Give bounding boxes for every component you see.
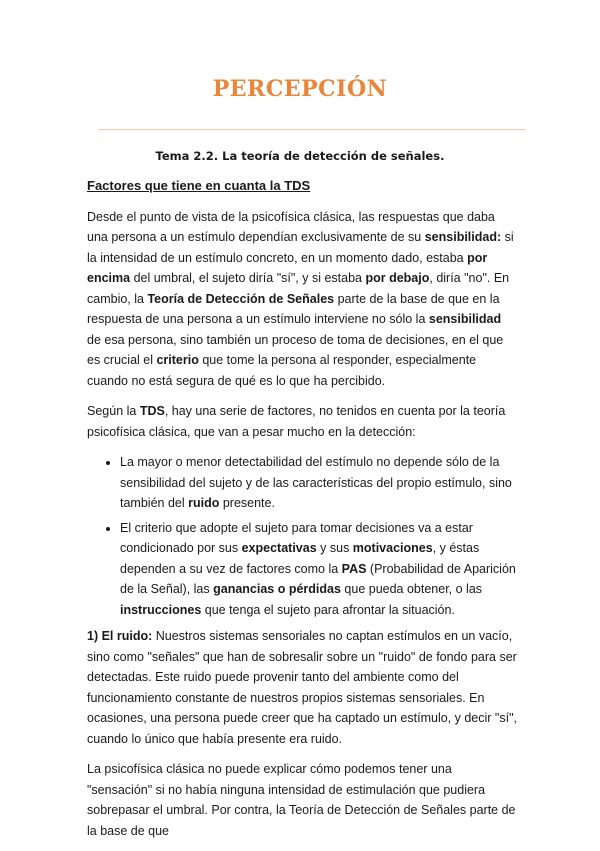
- paragraph-classical: La psicofísica clásica no puede explicar cómo podemos tener una "sensación" si no había ninguna intensidad de estimulación que pudiera sobrepasar el umbral. Por contra, la Teoría de Detección de Señales parte de la base de que: [87, 762, 516, 838]
- bold-term: instrucciones: [120, 602, 202, 617]
- bold-term: 1) El ruido:: [87, 629, 153, 643]
- bold-term: sensibilidad: [428, 312, 502, 326]
- bold-term: ganancias o pérdidas: [213, 582, 341, 596]
- text-run: y sus: [316, 541, 353, 555]
- text-run: de esa persona, sino también un proceso de toma de decisiones, en el que es crucial el: [87, 332, 504, 367]
- paragraph-noise: [87, 626, 517, 749]
- bold-term: ruido: [188, 496, 220, 510]
- bold-term: expectativas: [241, 541, 317, 555]
- bold-term: motivaciones: [352, 541, 433, 555]
- section-heading: Factores que tiene en cuanta la TDS: [87, 178, 311, 193]
- text-run: , diría "no". En cambio, la: [87, 271, 510, 306]
- text-run: que pueda obtener, o las: [340, 582, 483, 596]
- bold-term: TDS: [139, 404, 165, 418]
- text-run: parte de la base de que en la respuesta de una persona a un estímulo interviene no sólo la: [87, 291, 500, 326]
- text-run: (Probabilidad de Aparición de la Señal), las: [120, 561, 516, 596]
- text-run: , hay una serie de factores, no tenidos en cuenta por la teoría psicofísica clásica, que van a pesar mucho en la detección:: [87, 404, 506, 439]
- bold-term: PAS: [341, 561, 367, 576]
- text-run: , y éstas dependen a su vez de factores como la: [120, 541, 480, 576]
- paragraph-factors: [87, 401, 517, 442]
- text-run: que tome la persona al responder, especialmente cuando no está segura de qué es lo que ha percibido.: [87, 353, 477, 388]
- text-run: Nuestros sistemas sensoriales no captan estímulos en un vacío, sino como "señales" que han de sobresalir sobre un "ruido" de fondo para ser detectadas. Este ruido puede provenir tanto del ambiente como del funcionamiento constante de nuestros propios sistemas sensoriales. En ocasiones, una persona puede creer que ha captado un estímulo, y decir "sí", cuando lo único que había presente era ruido.: [87, 629, 517, 746]
- bold-term: Teoría de Detección de Señales: [147, 291, 335, 306]
- bold-term: por encima: [87, 250, 488, 285]
- bold-term: sensibilidad:: [424, 230, 502, 244]
- document-body: [87, 176, 517, 851]
- list-item: [120, 452, 517, 514]
- text-run: Según la: [87, 404, 140, 418]
- factor-list: [87, 452, 517, 620]
- text-run: que tenga el sujeto para afrontar la situación.: [201, 602, 455, 617]
- title-divider: [99, 129, 525, 130]
- document-title: PERCEPCIÓN: [212, 76, 388, 102]
- text-run: Desde el punto de vista de la psicofísica clásica, las respuestas que daba una persona a un estímulo dependían exclusivamente de su: [87, 209, 495, 244]
- text-run: del umbral, el sujeto diría "sí", y si estaba: [130, 271, 366, 285]
- paragraph-intro: [87, 207, 517, 392]
- text-run: La mayor o menor detectabilidad del estímulo no depende sólo de la sensibilidad del sujeto y de las características del propio estímulo, sino también del: [120, 455, 512, 510]
- document-subtitle: Tema 2.2. La teoría de detección de señales.: [155, 149, 445, 163]
- list-item: [120, 518, 517, 621]
- text-run: presente.: [219, 496, 275, 510]
- bold-term: por debajo: [365, 271, 430, 285]
- text-run: si la intensidad de un estímulo concreto, en un momento dado, estaba: [87, 230, 514, 265]
- bold-term: criterio: [156, 353, 199, 367]
- text-run: El criterio que adopte el sujeto para tomar decisiones va a estar condicionado por sus: [120, 520, 473, 555]
